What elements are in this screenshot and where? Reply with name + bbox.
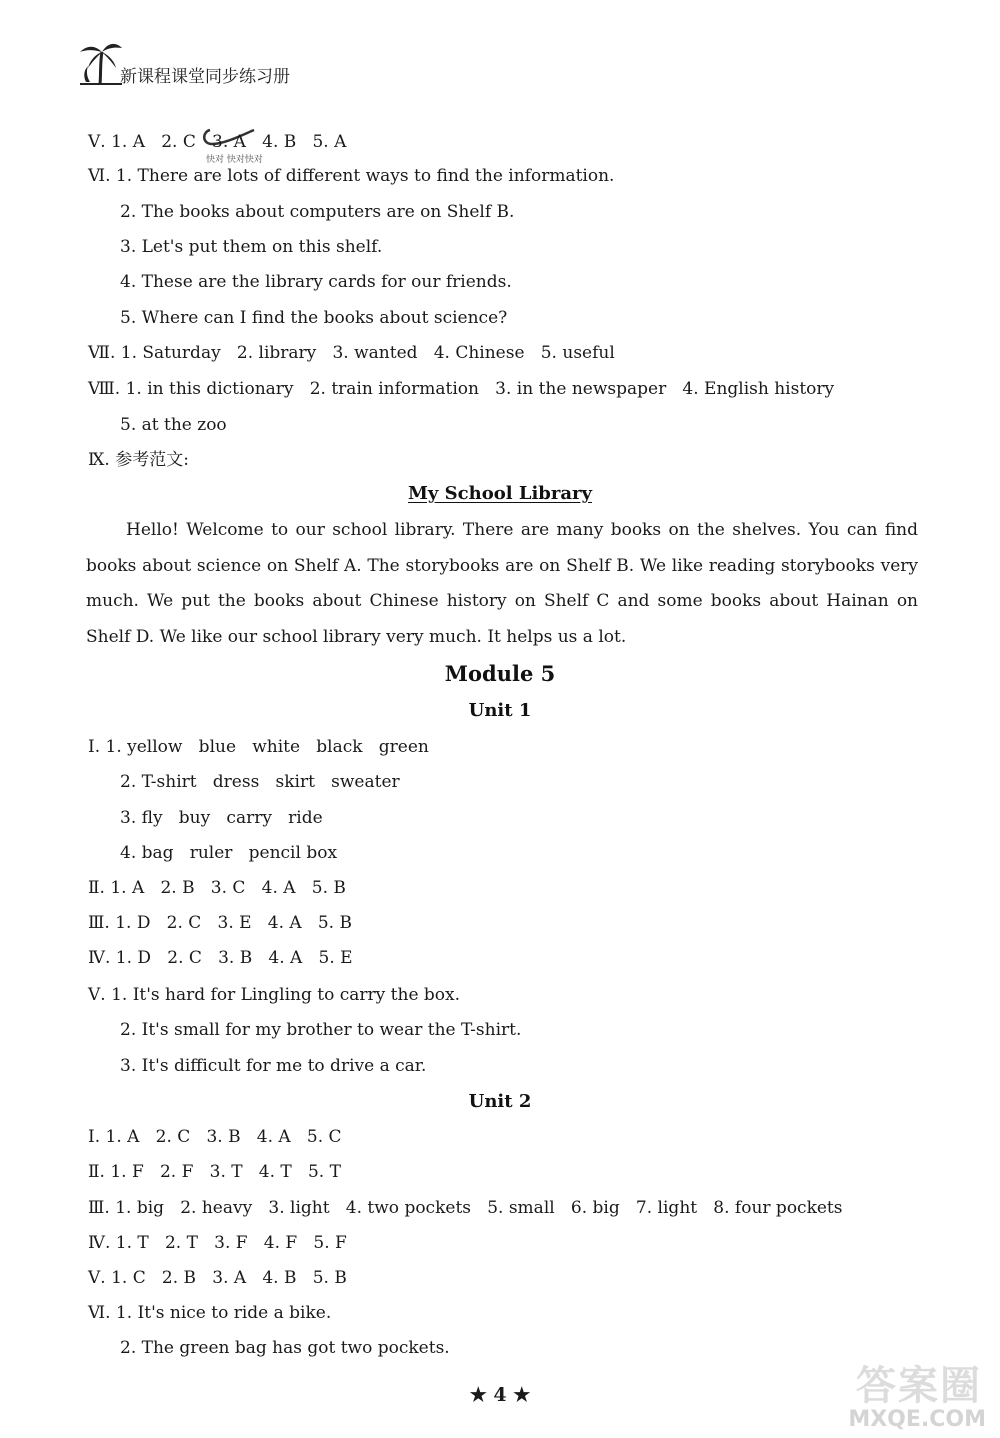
answer-line: 2. It's small for my brother to wear the T-shirt. [120, 1020, 522, 1040]
answer-line: 2. The green bag has got two pockets. [120, 1338, 450, 1358]
unit2-title: Unit 2 [468, 1091, 532, 1112]
answer-line: Ⅴ. 1. C 2. B 3. A 4. B 5. B [88, 1268, 347, 1288]
answer-line: Ⅴ. 1. It's hard for Lingling to carry the box. [88, 985, 461, 1005]
answer-line: 3. Let's put them on this shelf. [120, 237, 383, 257]
answer-line: 2. The books about computers are on Shelf B. [120, 202, 515, 222]
answer-line: Ⅵ. 1. It's nice to ride a bike. [88, 1303, 332, 1323]
answer-line: Ⅶ. 1. Saturday 2. library 3. wanted 4. Chinese 5. useful [88, 343, 615, 363]
page-number: ★ 4 ★ [469, 1384, 531, 1406]
watermark [824, 1352, 992, 1432]
answer-line: Ⅰ. 1. yellow blue white black green [88, 737, 429, 757]
answer-line: Ⅷ. 1. in this dictionary 2. train information 3. in the newspaper 4. English history [88, 379, 835, 399]
watermark-url: MXQE.COM [848, 1407, 986, 1432]
answer-line: Ⅳ. 1. T 2. T 3. F 4. F 5. F [88, 1233, 347, 1253]
answer-line: Ⅵ. 1. There are lots of different ways to find the information. [88, 166, 615, 186]
stamp-text: 快对 快对快对 [206, 155, 263, 165]
watermark-logo-text: 答案圈 [856, 1363, 982, 1409]
answer-line: 4. These are the library cards for our friends. [120, 272, 512, 292]
palm-tree-icon [78, 40, 124, 86]
answer-line: 4. bag ruler pencil box [120, 843, 338, 863]
answer-line: 5. at the zoo [120, 415, 227, 435]
answer-line: Ⅳ. 1. D 2. C 3. B 4. A 5. E [88, 948, 353, 968]
answer-line: 5. Where can I find the books about science? [120, 308, 508, 328]
module-title: Module 5 [444, 661, 556, 686]
essay-title: My School Library [408, 483, 592, 504]
answer-line: Ⅴ. 1. A 2. C 3. A 4. B 5. A [88, 132, 347, 152]
essay-text: Hello! Welcome to our school library. There are many books on the shelves. You can find books about science on Shelf A. The storybooks are on Shelf B. We like reading storybooks very much. We put the books about Chinese history on Shelf C and some books about Hainan on Shelf D. We like our school library very much. It helps us a lot. [86, 520, 918, 647]
answer-line: Ⅱ. 1. A 2. B 3. C 4. A 5. B [88, 878, 346, 898]
header-title: 新课程课堂同步练习册 [120, 67, 290, 87]
essay-body [86, 513, 918, 655]
answer-line: 2. T-shirt dress skirt sweater [120, 772, 400, 792]
unit1-title: Unit 1 [468, 700, 532, 721]
answer-line: 3. fly buy carry ride [120, 808, 323, 828]
answer-line: Ⅲ. 1. D 2. C 3. E 4. A 5. B [88, 913, 352, 933]
answer-line: Ⅰ. 1. A 2. C 3. B 4. A 5. C [88, 1127, 342, 1147]
answer-line: 3. It's difficult for me to drive a car. [120, 1056, 427, 1076]
answer-line: Ⅸ. 参考范文: [88, 450, 189, 470]
answer-line: Ⅲ. 1. big 2. heavy 3. light 4. two pockets 5. small 6. big 7. light 8. four pockets [88, 1198, 843, 1218]
answer-line: Ⅱ. 1. F 2. F 3. T 4. T 5. T [88, 1162, 341, 1182]
